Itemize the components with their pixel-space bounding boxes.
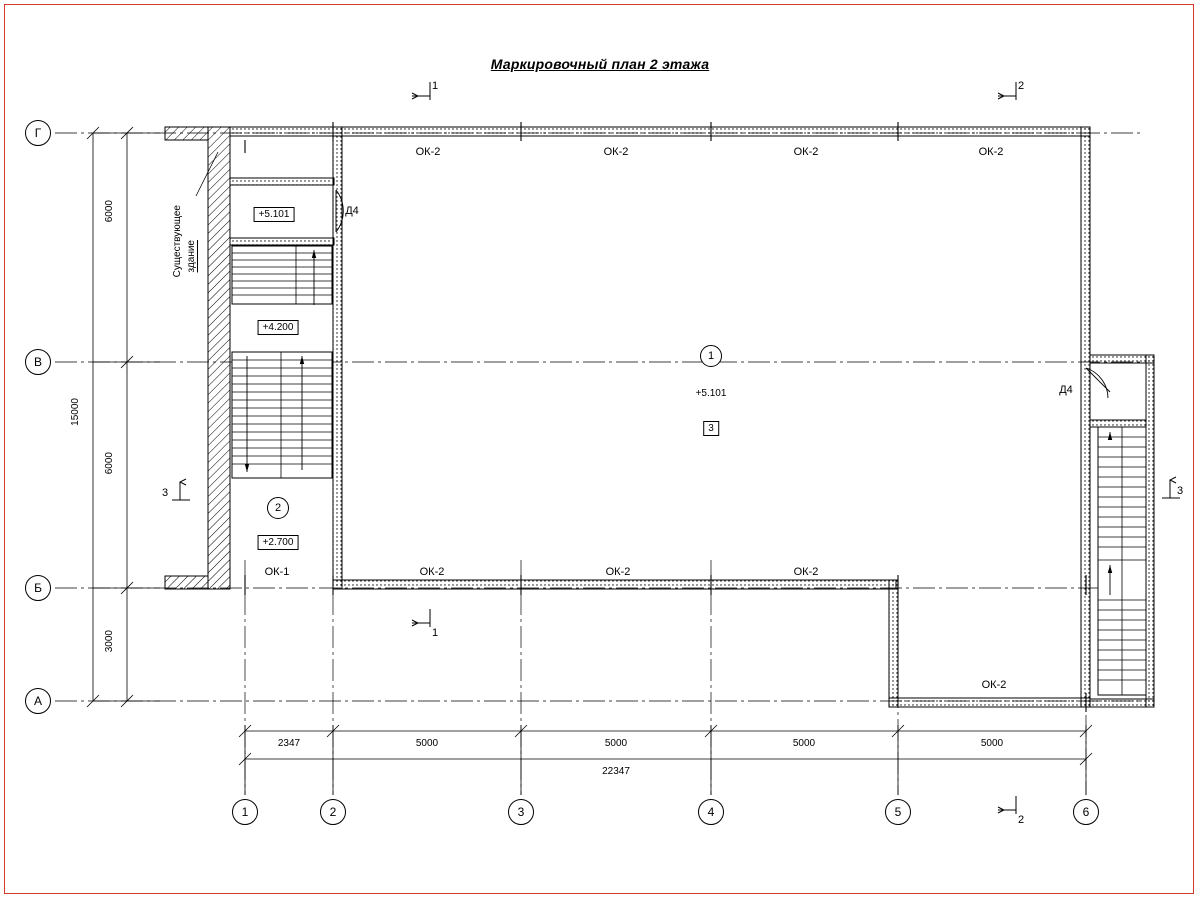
section-mark-2-top[interactable]: 2 bbox=[1017, 80, 1025, 92]
window-label-bottom-4: ОК-2 bbox=[793, 566, 819, 578]
axis-bubble-2[interactable] bbox=[320, 799, 346, 825]
level-marker-1: +5.101 bbox=[254, 207, 295, 222]
axis-bubble-5[interactable] bbox=[885, 799, 911, 825]
axis-label: 2 bbox=[329, 805, 337, 819]
axis-bubble-4[interactable] bbox=[698, 799, 724, 825]
axis-label: 5 bbox=[894, 805, 902, 819]
window-label-top-2: ОК-2 bbox=[603, 146, 629, 158]
room-tag-label: 1 bbox=[707, 350, 715, 362]
dimension-vertical-3000: 3000 bbox=[104, 630, 115, 653]
axis-bubble-1[interactable] bbox=[232, 799, 258, 825]
level-marker-3: +5.101 bbox=[695, 388, 727, 399]
note-existing-building-line2: здание bbox=[186, 240, 197, 273]
room-tag-label: 2 bbox=[274, 502, 282, 514]
dimension-horizontal-5000-2: 5000 bbox=[604, 738, 628, 749]
window-label-top-4: ОК-2 bbox=[978, 146, 1004, 158]
window-label-bottom-1: ОК-1 bbox=[264, 566, 290, 578]
axis-label: В bbox=[33, 355, 42, 369]
level-marker-2: +4.200 bbox=[258, 320, 299, 335]
axis-label: 4 bbox=[707, 805, 715, 819]
dimension-horizontal-5000-4: 5000 bbox=[980, 738, 1004, 749]
axis-label: Г bbox=[34, 126, 42, 140]
room-tag-1[interactable] bbox=[700, 345, 722, 367]
room-tag-2[interactable] bbox=[267, 497, 289, 519]
axis-label: А bbox=[33, 694, 42, 708]
dimension-horizontal-2347: 2347 bbox=[277, 738, 301, 749]
window-label-top-3: ОК-2 bbox=[793, 146, 819, 158]
axis-bubble-3[interactable] bbox=[508, 799, 534, 825]
door-label-d4-left: Д4 bbox=[345, 205, 359, 217]
axis-bubble-g[interactable] bbox=[25, 120, 51, 146]
dimension-vertical-6000-top: 6000 bbox=[104, 200, 115, 223]
window-label-top-1: ОК-2 bbox=[415, 146, 441, 158]
axis-label: 3 bbox=[517, 805, 525, 819]
dimension-horizontal-5000-3: 5000 bbox=[792, 738, 816, 749]
axis-label: Б bbox=[34, 581, 42, 595]
note-existing-building-line1: Существующее bbox=[172, 205, 183, 278]
axis-bubble-6[interactable] bbox=[1073, 799, 1099, 825]
axis-label: 6 bbox=[1082, 805, 1090, 819]
axis-label: 1 bbox=[241, 805, 249, 819]
axis-bubble-b[interactable] bbox=[25, 575, 51, 601]
dimension-vertical-total: 15000 bbox=[70, 398, 81, 426]
section-mark-1-bottom[interactable]: 1 bbox=[431, 627, 439, 639]
section-mark-3-left[interactable]: 3 bbox=[161, 487, 169, 499]
section-mark-3-right[interactable]: 3 bbox=[1176, 485, 1184, 497]
section-mark-1-top[interactable]: 1 bbox=[431, 80, 439, 92]
page-title: Маркировочный план 2 этажа bbox=[490, 56, 710, 72]
dimension-vertical-6000-bottom: 6000 bbox=[104, 452, 115, 475]
finish-marker: 3 bbox=[703, 421, 719, 436]
dimension-horizontal-total: 22347 bbox=[602, 766, 630, 777]
door-label-d4-right: Д4 bbox=[1059, 384, 1073, 396]
axis-bubble-a[interactable] bbox=[25, 688, 51, 714]
dimension-horizontal-5000-1: 5000 bbox=[415, 738, 439, 749]
level-marker-4: +2.700 bbox=[258, 535, 299, 550]
window-label-bottom-3: ОК-2 bbox=[605, 566, 631, 578]
axis-bubble-v[interactable] bbox=[25, 349, 51, 375]
section-mark-2-bottom[interactable]: 2 bbox=[1017, 814, 1025, 826]
window-label-bottom-2: ОК-2 bbox=[419, 566, 445, 578]
window-label-bottom-5: ОК-2 bbox=[981, 679, 1007, 691]
